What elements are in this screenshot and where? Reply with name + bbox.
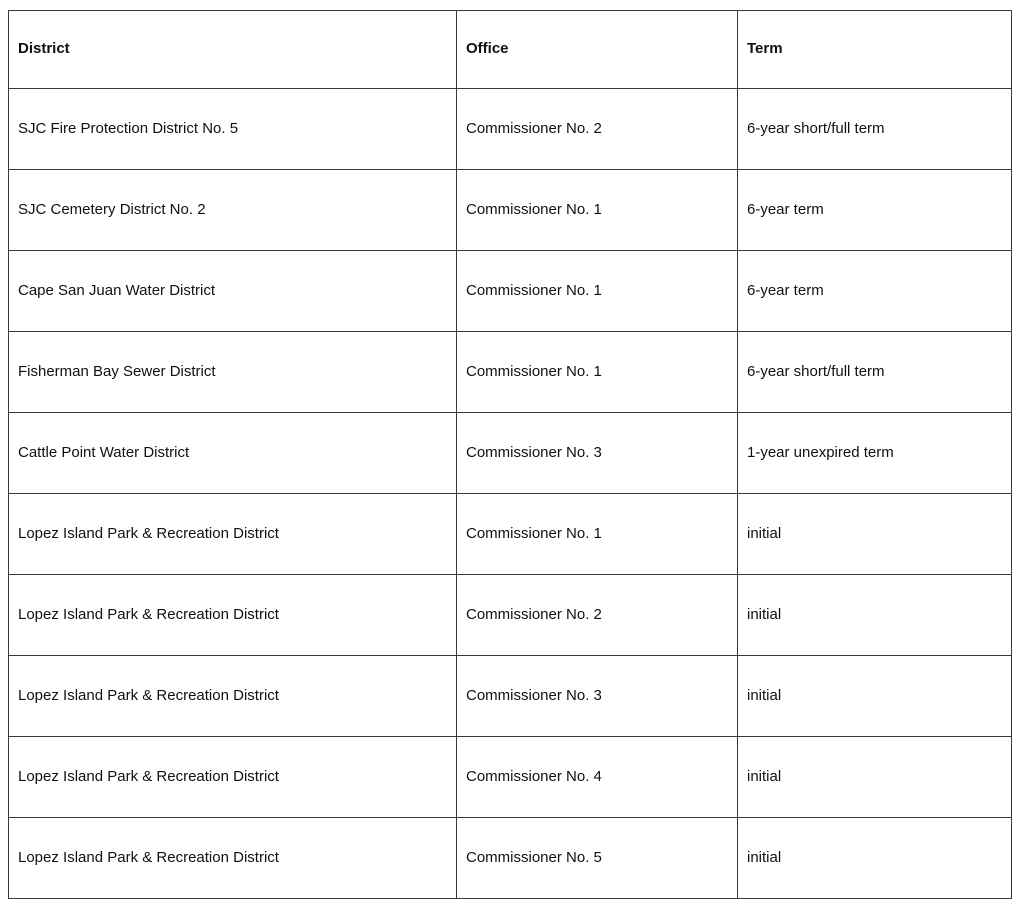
header-row <box>9 11 1012 89</box>
office-cell: Commissioner No. 5 <box>457 818 738 899</box>
table-row <box>9 251 1012 332</box>
term-cell: 6-year term <box>738 251 1012 332</box>
office-cell: Commissioner No. 3 <box>457 656 738 737</box>
district-cell: Lopez Island Park & Recreation District <box>9 494 457 575</box>
table-row <box>9 413 1012 494</box>
table-row <box>9 332 1012 413</box>
term-cell: 6-year short/full term <box>738 89 1012 170</box>
district-cell: Lopez Island Park & Recreation District <box>9 656 457 737</box>
table-body <box>9 89 1012 899</box>
office-cell: Commissioner No. 1 <box>457 494 738 575</box>
term-cell: 6-year short/full term <box>738 332 1012 413</box>
table-row <box>9 656 1012 737</box>
districts-table-container <box>8 10 1012 899</box>
column-header-district: District <box>9 11 457 89</box>
term-cell: initial <box>738 737 1012 818</box>
office-cell: Commissioner No. 3 <box>457 413 738 494</box>
district-cell: Cape San Juan Water District <box>9 251 457 332</box>
table-row <box>9 89 1012 170</box>
district-cell: Fisherman Bay Sewer District <box>9 332 457 413</box>
table-row <box>9 170 1012 251</box>
term-cell: initial <box>738 818 1012 899</box>
office-cell: Commissioner No. 1 <box>457 332 738 413</box>
district-cell: Lopez Island Park & Recreation District <box>9 818 457 899</box>
column-header-term: Term <box>738 11 1012 89</box>
term-cell: initial <box>738 494 1012 575</box>
office-cell: Commissioner No. 1 <box>457 170 738 251</box>
district-cell: SJC Cemetery District No. 2 <box>9 170 457 251</box>
term-cell: 1-year unexpired term <box>738 413 1012 494</box>
office-cell: Commissioner No. 4 <box>457 737 738 818</box>
term-cell: 6-year term <box>738 170 1012 251</box>
district-cell: Lopez Island Park & Recreation District <box>9 737 457 818</box>
district-cell: SJC Fire Protection District No. 5 <box>9 89 457 170</box>
column-header-office: Office <box>457 11 738 89</box>
office-cell: Commissioner No. 1 <box>457 251 738 332</box>
district-cell: Cattle Point Water District <box>9 413 457 494</box>
table-header <box>9 11 1012 89</box>
term-cell: initial <box>738 656 1012 737</box>
office-cell: Commissioner No. 2 <box>457 575 738 656</box>
term-cell: initial <box>738 575 1012 656</box>
office-cell: Commissioner No. 2 <box>457 89 738 170</box>
table-row <box>9 737 1012 818</box>
table-row <box>9 818 1012 899</box>
table-row <box>9 494 1012 575</box>
districts-table <box>8 10 1012 899</box>
table-row <box>9 575 1012 656</box>
district-cell: Lopez Island Park & Recreation District <box>9 575 457 656</box>
